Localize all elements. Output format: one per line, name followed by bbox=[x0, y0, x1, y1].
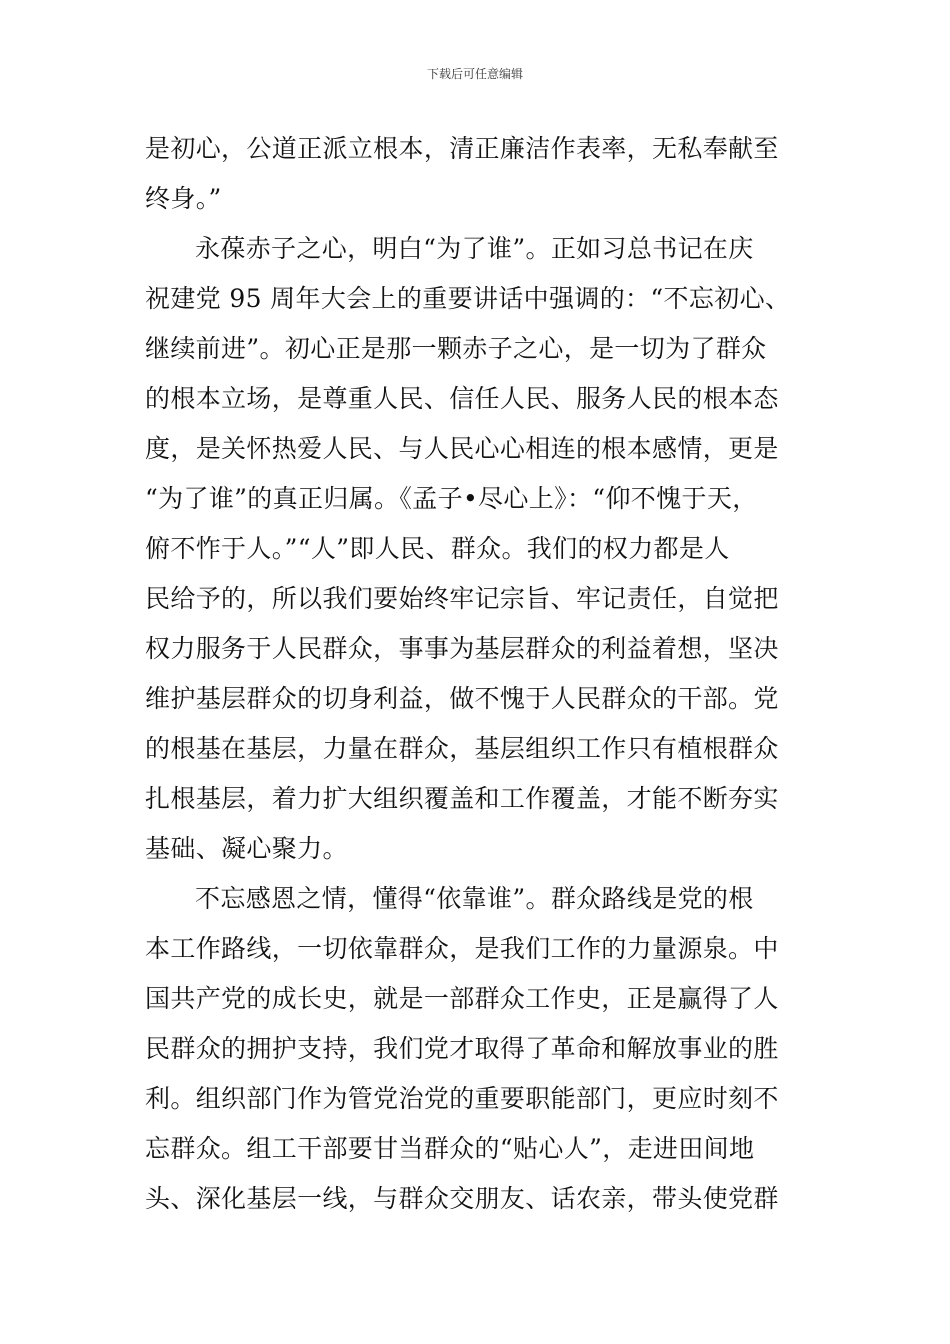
text-line: “为了谁”的真正归属。《孟子•尽心上》：“仰不愧于天， bbox=[145, 484, 758, 513]
text-line: 民给予的，所以我们要始终牢记宗旨、牢记责任，自觉把 bbox=[145, 584, 779, 613]
paragraph-1 bbox=[145, 124, 835, 224]
text-line: 的根本立场，是尊重人民、信任人民、服务人民的根本态 bbox=[145, 384, 779, 413]
text-line: 俯不怍于人。”“人”即人民、群众。我们的权力都是人 bbox=[145, 534, 730, 563]
text-line: 基础、凝心聚力。 bbox=[145, 834, 348, 863]
text-line: 扎根基层，着力扩大组织覆盖和工作覆盖，才能不断夯实 bbox=[145, 784, 779, 813]
text-line: 国共产党的成长史，就是一部群众工作史，正是赢得了人 bbox=[145, 984, 779, 1013]
text-line: 维护基层群众的切身利益，做不愧于人民群众的干部。党 bbox=[145, 684, 779, 713]
text-line: 永葆赤子之心，明白“为了谁”。正如习总书记在庆 bbox=[195, 234, 754, 263]
text-line: 度，是关怀热爱人民、与人民心心相连的根本感情，更是 bbox=[145, 434, 779, 463]
text-line: 忘群众。组工干部要甘当群众的“贴心人”，走进田间地 bbox=[145, 1134, 755, 1163]
text-line: 终身。” bbox=[145, 184, 222, 213]
text-line: 民群众的拥护支持，我们党才取得了革命和解放事业的胜 bbox=[145, 1034, 779, 1063]
paragraph-2 bbox=[145, 224, 835, 874]
paragraph-3 bbox=[145, 874, 835, 1224]
text-line: 祝建党 95 周年大会上的重要讲话中强调的：“不忘初心、 bbox=[145, 284, 791, 313]
text-line: 不忘感恩之情，懂得“依靠谁”。群众路线是党的根 bbox=[195, 884, 754, 913]
page-header bbox=[0, 66, 950, 82]
text-line: 头、深化基层一线，与群众交朋友、话农亲，带头使党群 bbox=[145, 1184, 779, 1213]
document-body bbox=[145, 124, 835, 1224]
text-line: 的根基在基层，力量在群众，基层组织工作只有植根群众 bbox=[145, 734, 779, 763]
text-line: 继续前进”。初心正是那一颗赤子之心，是一切为了群众 bbox=[145, 334, 767, 363]
header-text: 下载后可任意编辑 bbox=[426, 67, 523, 81]
text-line: 本工作路线，一切依靠群众，是我们工作的力量源泉。中 bbox=[145, 934, 779, 963]
text-line: 权力服务于人民群众，事事为基层群众的利益着想，坚决 bbox=[145, 634, 779, 663]
text-line: 利。组织部门作为管党治党的重要职能部门，更应时刻不 bbox=[145, 1084, 779, 1113]
text-line: 是初心，公道正派立根本，清正廉洁作表率，无私奉献至 bbox=[145, 134, 779, 163]
